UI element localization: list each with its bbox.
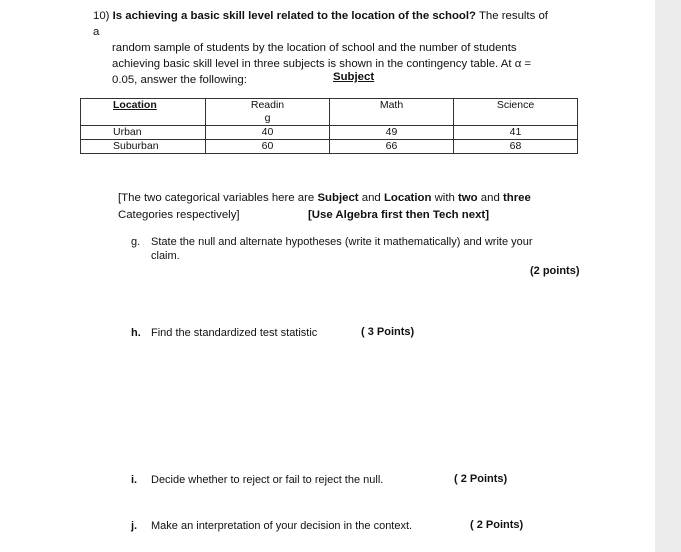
item-g bbox=[131, 235, 551, 265]
cell-math: 66 bbox=[330, 140, 454, 154]
header-math: Math bbox=[330, 99, 454, 126]
table-row bbox=[81, 140, 578, 154]
question-number: 10) bbox=[93, 10, 110, 22]
row-location: Urban bbox=[81, 126, 206, 140]
row-location: Suburban bbox=[81, 140, 206, 154]
cell-science: 68 bbox=[454, 140, 578, 154]
cell-math: 49 bbox=[330, 126, 454, 140]
item-i bbox=[131, 473, 431, 489]
points-g: (2 points) bbox=[530, 265, 580, 277]
item-j bbox=[131, 519, 431, 535]
item-text: Find the standardized test statistic bbox=[151, 327, 318, 339]
question-line2: random sample of students by the location of school and the number of students bbox=[112, 42, 517, 54]
item-label: h. bbox=[131, 327, 141, 339]
item-label: j. bbox=[131, 520, 138, 532]
question-line1-rest: The results of a bbox=[93, 10, 548, 38]
cell-reading: 60 bbox=[206, 140, 330, 154]
note-line2: Categories respectively] bbox=[118, 209, 240, 221]
item-text: Make an interpretation of your decision in the context. bbox=[151, 520, 413, 532]
header-reading: Reading bbox=[206, 99, 330, 126]
header-location: Location bbox=[81, 99, 206, 126]
header-science: Science bbox=[454, 99, 578, 126]
question-line4: 0.05, answer the following: bbox=[112, 74, 247, 86]
points-i: ( 2 Points) bbox=[454, 473, 508, 485]
item-label: g. bbox=[131, 236, 141, 248]
points-j: ( 2 Points) bbox=[470, 519, 524, 531]
question-title: Is achieving a basic skill level related to the location of the school? bbox=[112, 10, 476, 22]
instruction: [Use Algebra first then Tech next] bbox=[308, 209, 490, 221]
item-label: i. bbox=[131, 474, 138, 486]
variables-note: [The two categorical variables here are Subject and Location with two and three Categories respectively] [Use Algebra first then Tech next] bbox=[118, 190, 558, 224]
table-group-header: Subject bbox=[333, 71, 375, 83]
item-text: Decide whether to reject or fail to reject the null. bbox=[151, 474, 384, 486]
points-h: ( 3 Points) bbox=[361, 326, 415, 338]
question-line3: achieving basic skill level in three subjects is shown in the contingency table. At α = bbox=[112, 58, 532, 70]
cell-science: 41 bbox=[454, 126, 578, 140]
table-header-row bbox=[81, 99, 578, 126]
table-row bbox=[81, 126, 578, 140]
item-h bbox=[131, 326, 361, 342]
cell-reading: 40 bbox=[206, 126, 330, 140]
item-text: State the null and alternate hypotheses (write it mathematically) and write your claim. bbox=[151, 236, 533, 262]
question-intro bbox=[93, 8, 553, 88]
contingency-table bbox=[80, 98, 578, 154]
